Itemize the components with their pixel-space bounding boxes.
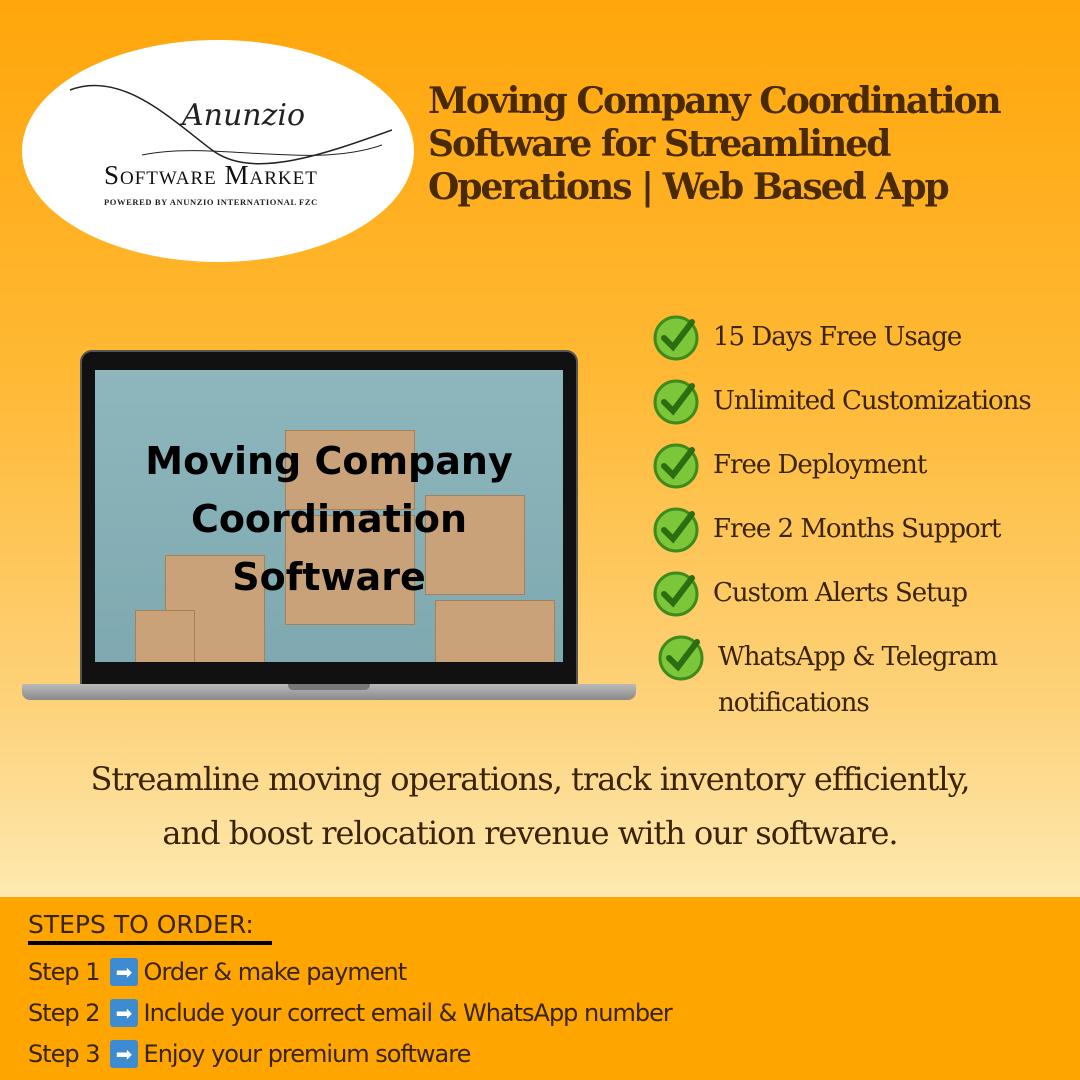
feature-text: Custom Alerts Setup [713, 578, 967, 608]
step-label: Step 1 [28, 958, 100, 986]
logo-script: Anunzio [182, 98, 306, 133]
check-icon [652, 314, 700, 362]
feature-item [652, 442, 1031, 506]
arrow-right-icon: ➡ [110, 999, 138, 1027]
step-text: Enjoy your premium software [143, 1040, 471, 1068]
step-label: Step 3 [28, 1040, 100, 1068]
step-item [28, 999, 672, 1027]
feature-text: Free Deployment [713, 450, 927, 480]
check-icon [652, 378, 700, 426]
page-title: Moving Company Coordination Software for Streamlined Operations | Web Based App [428, 80, 1000, 208]
feature-item [652, 378, 1031, 442]
screen-title-line: Software [232, 555, 426, 599]
laptop-screen [95, 370, 563, 662]
feature-item [652, 570, 1031, 634]
feature-item [657, 634, 1031, 718]
screen-title-line: Moving Company [145, 439, 513, 483]
logo-main: Software Market [104, 160, 318, 190]
logo-sub: POWERED BY ANUNZIO INTERNATIONAL FZC [104, 197, 318, 207]
feature-list [652, 314, 1031, 718]
check-icon [652, 442, 700, 490]
arrow-right-icon: ➡ [110, 1040, 138, 1068]
step-item [28, 958, 406, 986]
feature-text: Free 2 Months Support [713, 514, 1001, 544]
check-icon [652, 570, 700, 618]
step-item [28, 1040, 470, 1068]
arrow-right-icon: ➡ [110, 958, 138, 986]
step-label: Step 2 [28, 999, 100, 1027]
tagline: Streamline moving operations, track inventory efficiently, and boost relocation revenue with our software. [90, 760, 970, 852]
laptop-notch [288, 684, 370, 690]
brand-logo [22, 40, 414, 262]
feature-item [652, 314, 1031, 378]
check-icon [657, 634, 705, 682]
feature-text: 15 Days Free Usage [713, 322, 962, 352]
feature-text: Unlimited Customizations [713, 386, 1031, 416]
step-text: Order & make payment [143, 958, 407, 986]
feature-text: WhatsApp & Telegram notifications [718, 642, 998, 718]
screen-title-line: Coordination [190, 497, 468, 541]
step-text: Include your correct email & WhatsApp number [143, 999, 672, 1027]
steps-heading: STEPS TO ORDER: [28, 910, 272, 945]
feature-item [652, 506, 1031, 570]
screen-title [95, 432, 563, 606]
check-icon [652, 506, 700, 554]
